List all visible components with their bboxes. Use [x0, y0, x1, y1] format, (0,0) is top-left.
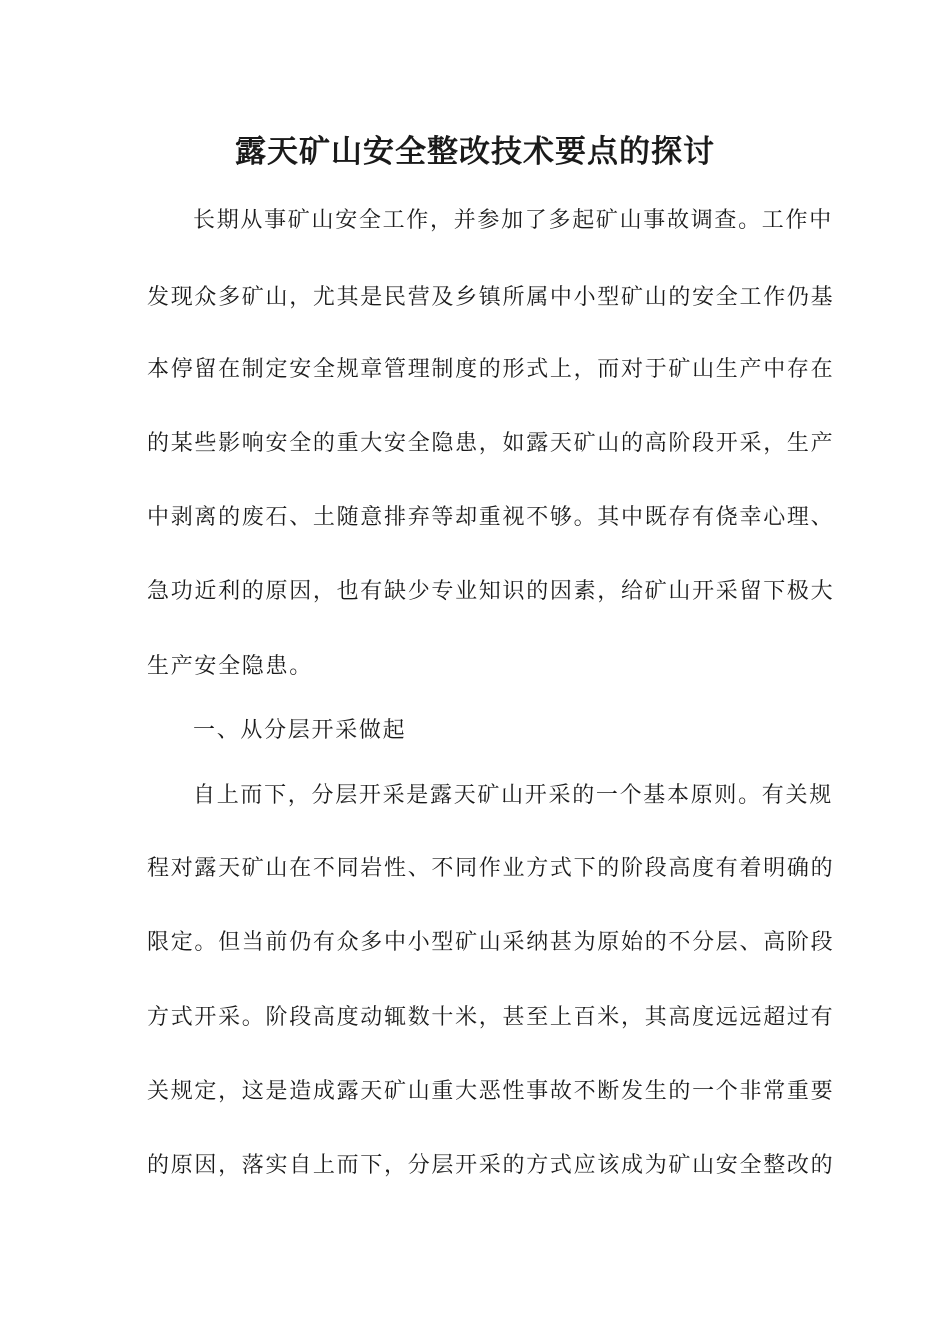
paragraph-2-line-2: 程对露天矿山在不同岩性、不同作业方式下的阶段高度有着明确的 — [147, 856, 835, 881]
paragraph-2-line-5: 关规定，这是造成露天矿山重大恶性事故不断发生的一个非常重要 — [147, 1079, 835, 1104]
paragraph-2-line-3: 限定。但当前仍有众多中小型矿山采纳甚为原始的不分层、高阶段 — [147, 930, 835, 955]
paragraph-1-line-6: 急功近利的原因，也有缺少专业知识的因素，给矿山开采留下极大 — [147, 579, 835, 604]
paragraph-2-line-1: 自上而下，分层开采是露天矿山开采的一个基本原则。有关规 — [193, 783, 833, 808]
section-heading-1: 一、从分层开采做起 — [193, 718, 407, 743]
paragraph-1-line-5: 中剥离的废石、土随意排弃等却重视不够。其中既存有侥幸心理、 — [147, 505, 835, 530]
paragraph-2-line-4: 方式开采。阶段高度动辄数十米，甚至上百米，其高度远远超过有 — [147, 1005, 835, 1030]
paragraph-1-line-7: 生产安全隐患。 — [147, 654, 313, 679]
paragraph-1-line-3: 本停留在制定安全规章管理制度的形式上，而对于矿山生产中存在 — [147, 357, 835, 382]
paragraph-2-line-6: 的原因，落实自上而下，分层开采的方式应该成为矿山安全整改的 — [147, 1153, 835, 1178]
paragraph-1-line-2: 发现众多矿山，尤其是民营及乡镇所属中小型矿山的安全工作仍基 — [147, 285, 835, 310]
paragraph-1-line-4: 的某些影响安全的重大安全隐患，如露天矿山的高阶段开采，生产 — [147, 431, 835, 456]
document-title: 露天矿山安全整改技术要点的探讨 — [235, 134, 715, 170]
paragraph-1-line-1: 长期从事矿山安全工作，并参加了多起矿山事故调查。工作中 — [193, 208, 833, 233]
